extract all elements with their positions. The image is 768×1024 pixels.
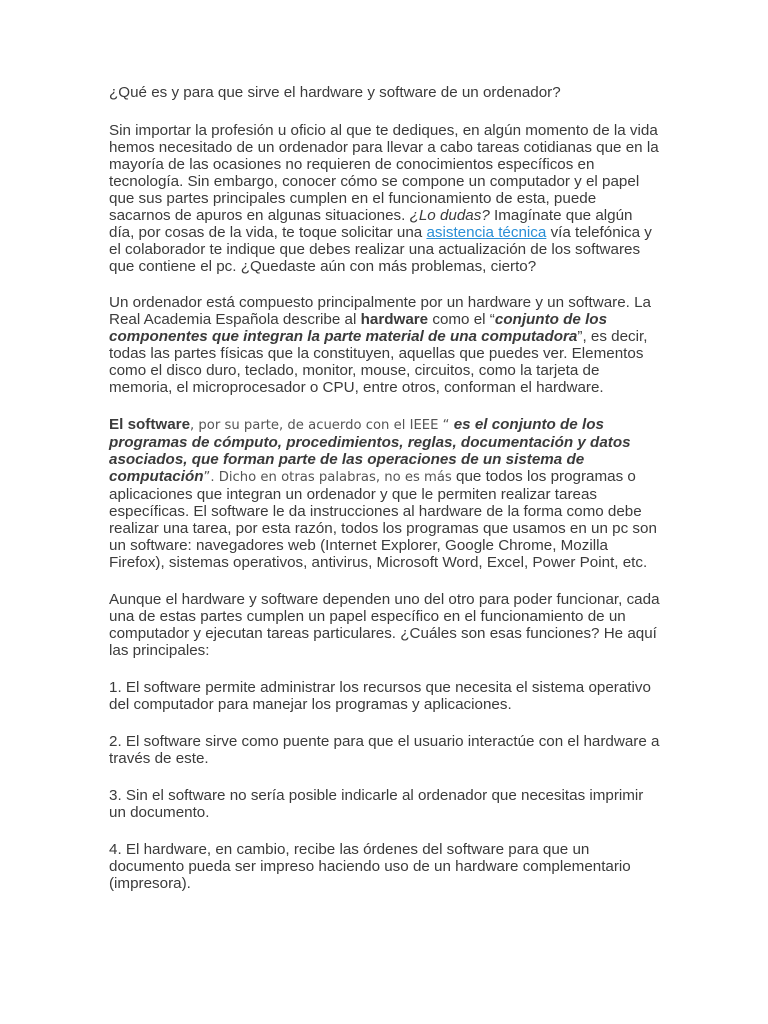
intro-text-c: vía telefónica y el colaborador te indique que debes realizar una actualización de los softwares que contiene el pc. ¿Quedaste aún con más problemas, cierto? — [109, 224, 652, 275]
list-item: 1. El software permite administrar los recursos que necesita el sistema operativo del computador para manejar los programas y aplicaciones. — [109, 679, 651, 713]
hardware-text-b: como el “ — [428, 311, 495, 328]
hardware-term: hardware — [360, 311, 429, 328]
software-thin-b: ”. Dicho en otras palabras, no es más — [203, 470, 452, 485]
intro-text-a: Sin importar la profesión u oficio al que te dediques, en algún momento de la vida hemos necesitado de un ordenador para llevar a cabo tareas cotidianas que en la mayoría de las ocasiones no requieren de conocimientos específicos en tecnología. Sin embargo, conocer cómo se compone un computador y el papel que sus partes principales cumplen en el funcionamiento de esta, puede sacarnos de apuros en algunas situaciones. — [109, 122, 659, 224]
software-text-c: que todos los programas o aplicaciones que integran un ordenador y que le permiten realizar tareas específicas. El software le da instrucciones al hardware de la forma como debe realizar una tarea, por esta razón, todos los programas que usamos en un pc son un software: navegadores web (Internet Explorer, Google Chrome, Mozilla Firefox), sistemas operativos, antivirus, Microsoft Word, Excel, Power Point, etc. — [109, 468, 657, 571]
software-paragraph — [109, 416, 661, 571]
asistencia-tecnica-link[interactable]: asistencia técnica — [426, 224, 547, 241]
hardware-definition: conjunto de los componentes que integran la parte material de una computadora — [109, 311, 608, 345]
software-thin-a: , por su parte, de acuerdo con el IEEE “ — [190, 418, 450, 433]
intro-paragraph — [109, 122, 661, 275]
hardware-text-c: ”, es decir, todas las partes físicas que la constituyen, aquellas que puedes ver. Elementos como el disco duro, teclado, monitor, mouse, circuitos, como la tarjeta de memoria, el microprocesador o CPU, entre otros, conforman el hardware. — [109, 328, 648, 396]
intro-italic-question: ¿Lo dudas? — [409, 207, 490, 224]
document-page — [109, 84, 661, 912]
list-item: 3. Sin el software no sería posible indicarle al ordenador que necesitas imprimir un documento. — [109, 787, 644, 821]
hardware-paragraph — [109, 294, 661, 396]
document-title: ¿Qué es y para que sirve el hardware y software de un ordenador? — [109, 84, 561, 101]
software-definition: es el conjunto de los programas de cómputo, procedimientos, reglas, documentación y datos asociados, que forman parte de las operaciones de un sistema de computación — [109, 416, 631, 485]
list-item: 2. El software sirve como puente para que el usuario interactúe con el hardware a través de este. — [109, 733, 660, 767]
functions-intro-paragraph: Aunque el hardware y software dependen uno del otro para poder funcionar, cada una de estas partes cumplen un papel específico en el funcionamiento de un computador y ejecutan tareas particulares. ¿Cuáles son esas funciones? He aquí las principales: — [109, 591, 660, 659]
list-item: 4. El hardware, en cambio, recibe las órdenes del software para que un documento pueda ser impreso haciendo uso de un hardware complementario (impresora). — [109, 841, 631, 892]
intro-text-b: Imagínate que algún día, por cosas de la vida, te toque solicitar una — [109, 207, 633, 241]
software-term: El software — [109, 416, 191, 433]
hardware-text-a: Un ordenador está compuesto principalmente por un hardware y un software. La Real Academia Española describe al — [109, 294, 651, 328]
